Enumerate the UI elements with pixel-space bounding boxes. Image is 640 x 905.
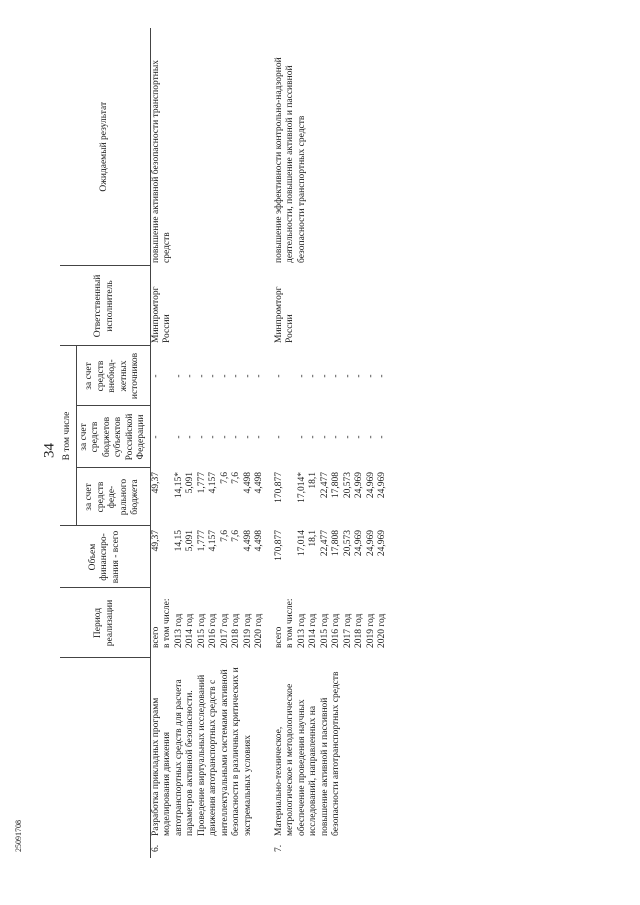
- regional-cell: -: [331, 435, 341, 439]
- regional-cell: -: [231, 435, 241, 439]
- nonbudget-cell: -: [196, 374, 207, 378]
- period-cell: 2013 год: [173, 613, 184, 648]
- period-cell: 2019 год: [242, 613, 253, 648]
- measure-name: Разработка прикладных программ моделирования движения автотранспортных средств для расчета параметров активной безопасности. Проведение виртуальных исследований движения автотранспортных средств с интеллектуальными системами активной безопасности в различных критических и экстремальных условиях: [150, 667, 253, 836]
- federal-cell: 17,808: [331, 472, 341, 499]
- period-cell: 2016 год: [331, 613, 341, 648]
- header-result: Ожидаемый результат: [60, 28, 150, 266]
- nonbudget-cell: -: [173, 374, 184, 378]
- regional-cell: [285, 406, 297, 468]
- nonbudget-cell: -: [231, 374, 241, 378]
- period-cell: 2019 год: [365, 613, 376, 648]
- regional-cell: -: [219, 435, 230, 439]
- table-row: [274, 28, 286, 858]
- period-cell: 2013 год: [296, 613, 307, 648]
- regional-cell: -: [150, 435, 161, 439]
- period-cell: 2015 год: [196, 613, 207, 648]
- federal-cell: 20,573: [342, 472, 353, 499]
- program-table: [60, 28, 389, 858]
- nonbudget-cell: -: [150, 374, 161, 378]
- total-cell: 170,877: [273, 530, 284, 561]
- federal-cell: 24,969: [354, 472, 364, 499]
- federal-cell: 4,498: [254, 472, 264, 494]
- federal-cell: 14,15*: [173, 472, 184, 499]
- period-cell: 2018 год: [354, 613, 364, 648]
- document-id: 25091708: [14, 820, 23, 852]
- rotated-table-sheet: [60, 28, 605, 858]
- regional-cell: -: [354, 435, 364, 439]
- nonbudget-cell: -: [273, 374, 284, 378]
- nonbudget-cell: -: [308, 374, 318, 378]
- period-cell: всего: [273, 626, 284, 648]
- federal-cell: 24,969: [377, 472, 387, 499]
- regional-cell: -: [196, 435, 207, 439]
- total-cell: 24,969: [365, 530, 376, 557]
- nonbudget-cell: -: [377, 374, 387, 378]
- header-nonbudget: за счет средств внебюд-жетных источников: [76, 346, 150, 406]
- regional-cell: [162, 406, 174, 468]
- total-cell: 4,157: [208, 530, 218, 552]
- federal-cell: 7,6: [231, 472, 241, 484]
- federal-cell: 24,969: [365, 472, 376, 499]
- header-federal: за счет средств феде-рального бюджета: [76, 468, 150, 526]
- period-cell: в том числе:: [285, 598, 295, 648]
- period-cell: 2020 год: [377, 613, 387, 648]
- period-cell: 2015 год: [319, 613, 330, 648]
- row-index: 7.: [273, 844, 284, 852]
- regional-cell: -: [296, 435, 307, 439]
- result-cell: повышение эффективности контрольно-надзорной деятельности, повышение активной и пассивной безопасности транспортных средств: [273, 57, 307, 263]
- total-cell: 14,15: [173, 530, 184, 552]
- period-cell: 2014 год: [185, 613, 195, 648]
- federal-cell: 7,6: [219, 472, 230, 484]
- header-blank-cell: [60, 658, 150, 858]
- regional-cell: -: [365, 435, 376, 439]
- period-cell: 2014 год: [308, 613, 318, 648]
- total-cell: 22,477: [319, 530, 330, 557]
- total-cell: 17,808: [331, 530, 341, 557]
- executor-cell: Минпромторг России: [150, 286, 172, 343]
- nonbudget-cell: -: [185, 374, 195, 378]
- executor-cell: Минпромторг России: [273, 286, 295, 343]
- nonbudget-cell: -: [254, 374, 264, 378]
- total-cell: 7,6: [219, 530, 230, 542]
- regional-cell: -: [377, 435, 387, 439]
- header-period: Период реализации: [60, 588, 150, 658]
- nonbudget-cell: -: [219, 374, 230, 378]
- nonbudget-cell: -: [342, 374, 353, 378]
- row-index: 6.: [150, 844, 161, 852]
- regional-cell: -: [173, 435, 184, 439]
- measure-name: Материально-техническое, метрологическое и методологическое обеспечение проведения научных исследований, направленных на повышение активной и пассивной безопасности автотранспортных средств: [273, 671, 341, 836]
- period-cell: 2017 год: [342, 613, 353, 648]
- regional-cell: -: [254, 435, 264, 439]
- row-spacer: [266, 28, 274, 858]
- total-cell: 7,6: [231, 530, 241, 542]
- total-cell: 24,969: [377, 530, 387, 557]
- total-cell: 17,014: [296, 530, 307, 557]
- federal-cell: 18,1: [308, 472, 318, 489]
- header-including: В том числе: [60, 346, 76, 526]
- total-cell: 18,1: [308, 530, 318, 547]
- table-body: [150, 28, 389, 858]
- nonbudget-cell: -: [242, 374, 253, 378]
- header-regional: за счет средств бюджетов субъектов Российской Федерации: [76, 406, 150, 468]
- federal-cell: 5,091: [185, 472, 195, 494]
- header-executor: Ответственный исполнитель: [60, 266, 150, 346]
- federal-cell: [162, 468, 174, 526]
- nonbudget-cell: -: [354, 374, 364, 378]
- regional-cell: -: [319, 435, 330, 439]
- period-cell: в том числе:: [162, 598, 172, 648]
- regional-cell: -: [273, 435, 284, 439]
- header-total: Объем финансиро-вания - всего: [60, 526, 150, 588]
- federal-cell: 4,157: [208, 472, 218, 494]
- federal-cell: 17,014*: [296, 472, 307, 503]
- period-cell: всего: [150, 626, 161, 648]
- nonbudget-cell: -: [331, 374, 341, 378]
- result-cell: повышение активной безопасности транспортных средств: [150, 60, 172, 263]
- page-number: 34: [41, 443, 58, 458]
- total-cell: 24,969: [354, 530, 364, 557]
- regional-cell: -: [308, 435, 318, 439]
- nonbudget-cell: -: [296, 374, 307, 378]
- nonbudget-cell: -: [319, 374, 330, 378]
- period-cell: 2018 год: [231, 613, 241, 648]
- nonbudget-cell: -: [365, 374, 376, 378]
- regional-cell: -: [342, 435, 353, 439]
- regional-cell: -: [242, 435, 253, 439]
- total-cell: 4,498: [254, 530, 264, 552]
- table-row: [150, 28, 162, 858]
- federal-cell: 49,37: [150, 472, 161, 494]
- regional-cell: -: [208, 435, 218, 439]
- nonbudget-cell: -: [208, 374, 218, 378]
- total-cell: 5,091: [185, 530, 195, 552]
- total-cell: 49,37: [150, 530, 161, 552]
- federal-cell: 4,498: [242, 472, 253, 494]
- federal-cell: 170,877: [273, 472, 284, 503]
- regional-cell: -: [185, 435, 195, 439]
- federal-cell: 22,477: [319, 472, 330, 499]
- federal-cell: [285, 468, 297, 526]
- nonbudget-cell: [162, 346, 174, 406]
- total-cell: 20,573: [342, 530, 353, 557]
- nonbudget-cell: [285, 346, 297, 406]
- total-cell: 4,498: [242, 530, 253, 552]
- total-cell: [285, 526, 297, 588]
- total-cell: 1,777: [196, 530, 207, 552]
- period-cell: 2020 год: [254, 613, 264, 648]
- federal-cell: 1,777: [196, 472, 207, 494]
- total-cell: [162, 526, 174, 588]
- period-cell: 2017 год: [219, 613, 230, 648]
- period-cell: 2016 год: [208, 613, 218, 648]
